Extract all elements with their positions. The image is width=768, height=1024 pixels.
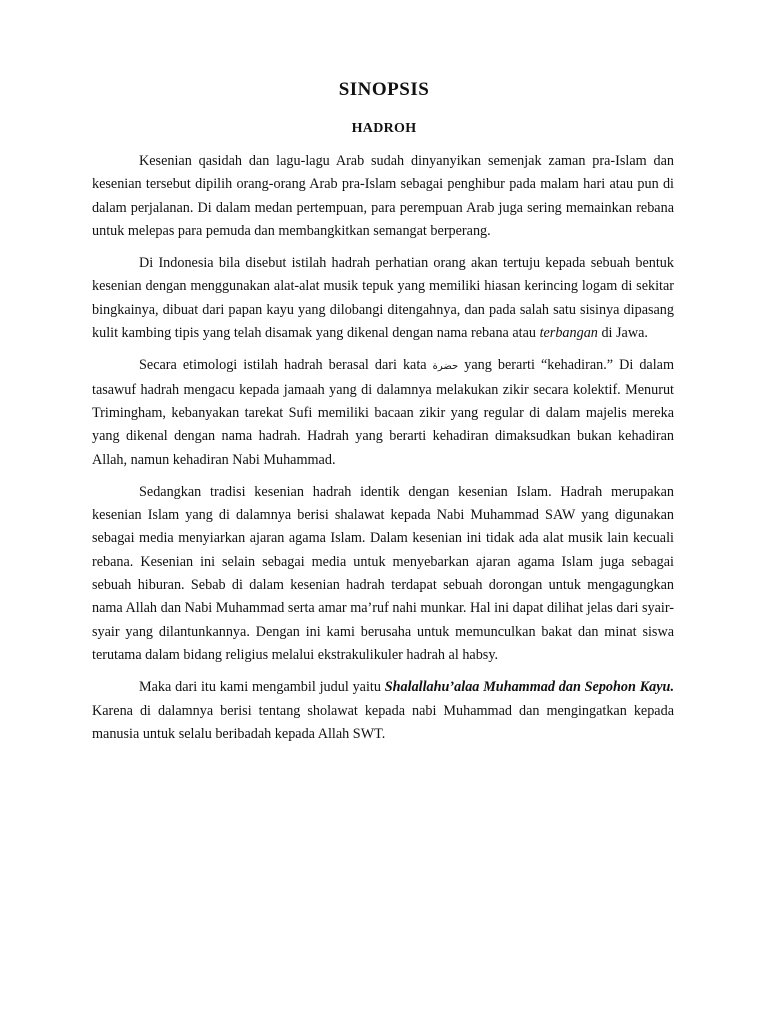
paragraph-2-text-b: di Jawa. — [597, 325, 648, 342]
paragraph-2-text-a: Di Indonesia bila disebut istilah hadrah perhatian orang akan tertuju kepada sebuah bentuk kesenian dengan menggunakan alat-alat musik tepuk yang memiliki hiasan kerincing logam di sekitar bingkainya, dibuat dari papan kayu yang dilobangi ditengahnya, dan pada salah satu sisinya dipasang kulit kambing tipis yang telah disamak yang dikenal dengan nama rebana atau — [92, 255, 674, 342]
paragraph-1: Kesenian qasidah dan lagu-lagu Arab sudah dinyanyikan semenjak zaman pra-Islam dan kesenian tersebut dipilih orang-orang Arab pra-Islam sebagai penghibur pada malam hari atau pun di dalam perjalanan. Di dalam medan pertempuan, para perempuan Arab juga sering memainkan rebana untuk melepas para pemuda dan membangkitkan semangat berperang. — [92, 153, 674, 239]
document-subtitle: HADROH — [351, 121, 417, 136]
paragraph-4: Sedangkan tradisi kesenian hadrah identik dengan kesenian Islam. Hadrah merupakan kesenian Islam yang di dalamnya berisi shalawat kepada Nabi Muhammad SAW yang digunakan sebagai media menyiarkan ajaran agama Islam. Dalam kesenian ini tidak ada alat musik lain kecuali rebana. Kesenian ini selain sebagai media untuk menyebarkan ajaran agama Islam juga sebagai sebuah hiburan. Sebab di dalam kesenian hadrah terdapat sebuah dorongan untuk mengagungkan nama Allah dan Nabi Muhammad serta amar ma’ruf nahi munkar. Hal ini dapat dilihat jelas dari syair-syair yang dilantunkannya. Dengan ini kami berusaha untuk memunculkan bakat dan minat siswa terutama dalam bidang religius melalui ekstrakulikuler hadrah al habsy. — [92, 483, 674, 663]
paragraph-3 — [92, 354, 674, 471]
italic-term-terbangan: terbangan — [539, 325, 598, 342]
paragraph-3-text-b: yang berarti “kehadiran.” Di dalam tasawuf hadrah mengacu kepada jamaah yang di dalamnya melakukan zikir secara kolektif. Menurut Trimingham, kebanyakan tarekat Sufi memiliki bacaan zikir yang regular di dalam majelis mereka yang dikenal dengan nama hadrah. Hadrah yang berarti kehadiran dimaksudkan bukan kehadiran Allah, namun kehadiran Nabi Muhammad. — [92, 357, 674, 468]
arabic-word-hadrah: حضرة — [432, 361, 459, 373]
document-title: SINOPSIS — [338, 79, 430, 100]
paragraph-2 — [92, 252, 674, 345]
paragraph-5-text-a: Maka dari itu kami mengambil judul yaitu — [139, 679, 385, 696]
paragraph-5-text-b: Karena di dalamnya berisi tentang sholawat kepada nabi Muhammad dan mengingatkan kepada manusia untuk selalu beribadah kepada Allah SWT. — [92, 702, 674, 742]
paragraph-5 — [92, 676, 674, 746]
document-body — [92, 150, 674, 746]
paragraph-3-text-a: Secara etimologi istilah hadrah berasal dari kata — [139, 357, 433, 374]
highlighted-title: Shalallahu’alaa Muhammad dan Sepohon Kayu. — [384, 679, 674, 696]
